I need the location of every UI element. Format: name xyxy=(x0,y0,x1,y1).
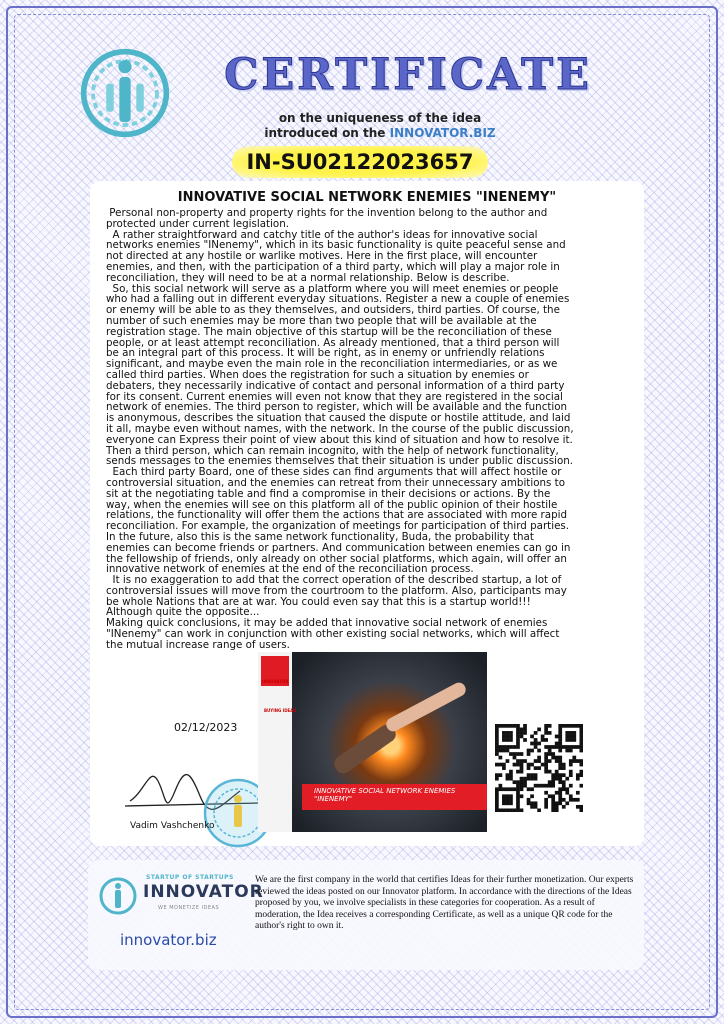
signer-name: Vadim Vashchenko xyxy=(130,821,215,831)
footer-tagline-bottom: WE MONETIZE IDEAS xyxy=(158,905,220,911)
footer-brand: INNOVATOR xyxy=(143,882,264,902)
image-arm-right xyxy=(384,680,468,734)
document-title: INNOVATIVE SOCIAL NETWORK ENEMIES "INENEMY" xyxy=(177,190,557,205)
footer-tagline-top: STARTUP OF STARTUPS xyxy=(146,874,234,881)
document-body: Personal non-property and property rights for the invention belong to the author and protected under current legislation. A rather straightforward and catchy title of the author's ideas for innovative social networks enemies "INenemy", which in its basic functionality is quite peaceful sense and not directed at any hostile or warlike motives. Here in the first place, will encounter enemies, and then, with the participation of a third party, which will play a major role in reconciliation, they will need to be at a normal relationship. Below is describe. So, this social network will serve as a platform where you will meet enemies or people who had a falling out in different everyday situations. Register a new a couple of enemies or enemy will be able to as they themselves, and outsiders, third parties. Of course, the number of such enemies may be more than two people that will be available at the registration stage. The main objective of this startup will be the reconciliation of these people, or at least attempt reconciliation. As already mentioned, that a third person will be an integral part of this process. It will be right, as in enemy or unfriendly relations significant, and maybe even the main role in the reconciliation intermediaries, or as we called third parties. When does the registration for such a situation by enemies or debaters, they necessarily indicative of contact and personal information of a third party for its consent. Current enemies will even not know that they are registered in the social network of enemies. The third person to register, which will be available and the function is anonymous, describes the situation that caused the dispute or hostile attitude, and laid it all, maybe even without names, with the network. In the course of the public discussion, everyone can Express their point of view about this kind of situation and how to resolve it. Then a third person, which can remain incognito, with the help of network functionality, sends messages to the enemies themselves that their situation is under public discussion. Each third party Board, one of these sides can find arguments that will affect hostile or controversial situation, and the enemies can retreat from their unnecessary ambitions to sit at the negotiating table and find a compromise in their decisions or actions. By the way, when the enemies will see on this platform all of the public opinion of their hostile relations, the functionality will offer them the actions that are associated with more rapid reconciliation. For example, the organization of meetings for participation of third parties. In the future, also this is the same network functionality, Buda, the probability that enemies can become friends or partners. And communication between enemies can go in the fellowship of friends, only already on other social platforms, which again, will offer an innovative network of enemies at the end of the reconciliation process. It is no exaggeration to add that the correct operation of the described startup, a lot of controversial issues will move from the courtroom to the platform. Also, participants may be whole Nations that are at war. You could even say that this is a startup world!!! Although quite the opposite... Making quick conclusions, it may be added that innovative social network of enemies "INenemy" can work in conjunction with other existing social networks, which will affect the mutual increase range of users. xyxy=(106,207,574,651)
certificate-id: IN-SU02122023657 xyxy=(232,146,488,178)
footer-site-link[interactable]: innovator.biz xyxy=(120,931,217,949)
certificate-title: CERTIFICATE xyxy=(224,50,592,100)
subtitle-line1: on the uniqueness of the idea xyxy=(278,111,482,125)
image-side-label: INNOVATOR xyxy=(262,679,289,684)
content-panel xyxy=(90,181,644,846)
qr-code-icon xyxy=(495,724,583,812)
footer-logo-icon xyxy=(98,876,138,916)
image-banner-text: INNOVATIVE SOCIAL NETWORK ENEMIES "INENEMY" xyxy=(314,787,456,803)
innovator-logo-icon xyxy=(78,46,172,140)
subtitle-site: INNOVATOR.BIZ xyxy=(389,126,496,140)
image-side-tag: BUYING IDEAS xyxy=(264,708,297,713)
footer-description: We are the first company in the world that certifies Ideas for their further monetization. Our experts reviewed the ideas posted on our Innovator platform. In accordance with the directions of the Ideas proposed by you, we involve specialists in these categories for cooperation. As a result of moderation, the Idea receives a corresponding Certificate, as well as a unique QR code for the author's right to own it. xyxy=(255,875,634,932)
subtitle-prefix: introduced on the xyxy=(264,126,390,140)
idea-image xyxy=(258,652,487,832)
subtitle-line2 xyxy=(230,126,530,140)
issue-date: 02/12/2023 xyxy=(174,721,238,734)
